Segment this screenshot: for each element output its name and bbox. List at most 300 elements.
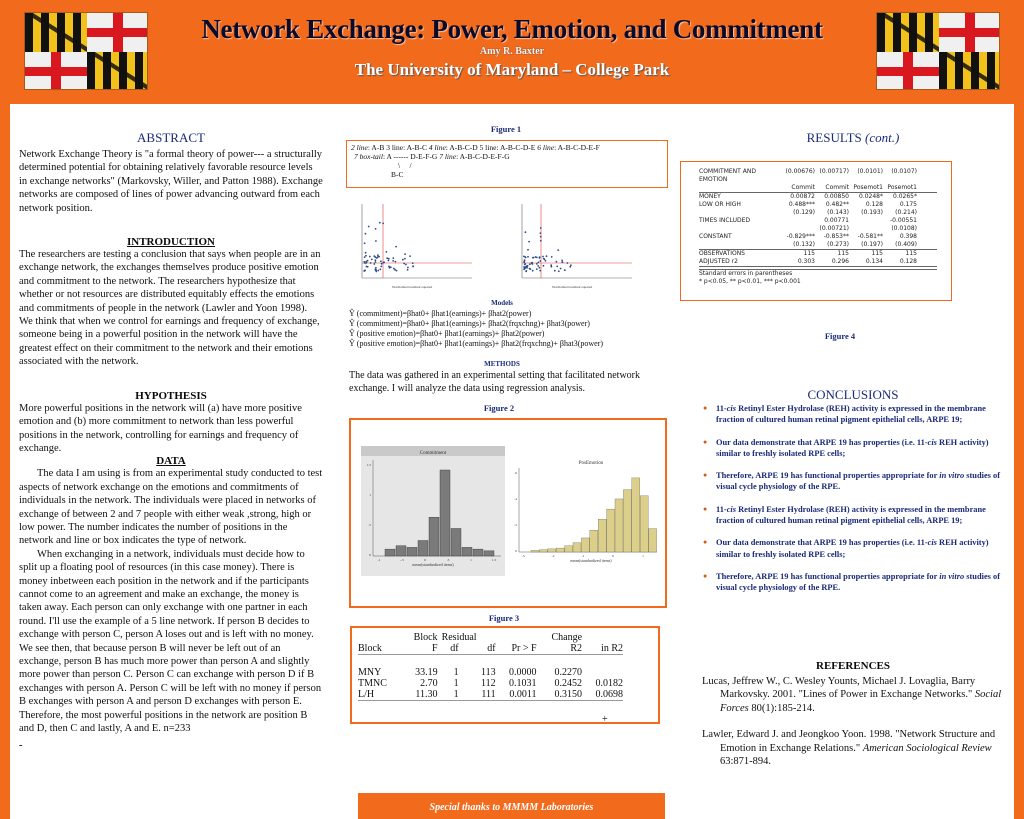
anova-h1-c0 [358,632,402,643]
scatter-point [526,267,528,269]
regression-cell: 0.296 [831,258,849,265]
anova-row [358,678,623,689]
scatter-right-xlabel: Normalized residual squared [552,285,593,289]
histogram-bar [615,499,623,552]
figure1-boxtail-text: : A ------ D-E-F-G [382,152,440,161]
tick-label: 0 [424,558,426,562]
hist-left-xlabel: mean(standardized items) [412,562,454,567]
scatter-point [364,256,366,258]
introduction-heading: INTRODUCTION [126,236,215,249]
scatter-point [525,231,527,233]
scatter-point [532,263,534,265]
model-line-3: Ŷ (positive emotion)=βhat0+ βhat1(earnings)+ βhat2(power) [349,329,545,338]
regression-cell [699,184,781,192]
regression-cell: 0.0265* [893,193,917,200]
scatter-point [369,256,371,258]
scatter-point [539,270,541,272]
conclusion-item: ● Therefore, ARPE 19 has functional properties appropriate for in vitro studies of visual cycle physiology of the RPE. [700,470,1004,493]
tick-label: 1 [642,554,644,558]
data-paragraph-2: When exchanging in a network, individuals must decide how to split up a floating pool of resources (in this case money). There is money inbetween each position in the network and if the participants cannot come to an agreement and make an exchange, the money is taken away. Each person can only exchange with one partner in each round. I'll use the example of a 5 line network. If person B decides to exchange with person C, person A loses out and is left with no money. We see then, that because person B will never be left out of an exchange, person B has much more power than person A and slightly more power than person C. Person C can exchange with person D if B exchanges with person A. Person C will be left with no money if person B exchanges with person A and person D exchanges with person E. Therefore, the most powerful positions in the network are position B and D, then C and lastly, A and E. n=233 [19,548,322,735]
scatter-point [525,257,527,259]
scatter-point [388,258,390,260]
scatter-point [365,233,367,235]
anova-h1-c2: Residual [441,632,477,643]
scatter-point [404,253,406,255]
conclusions-list [700,403,1004,605]
abstract-heading: ABSTRACT [137,130,205,145]
methods-heading: METHODS [484,360,520,368]
maryland-flag-icon [24,12,148,90]
regression-cell: (0.129) [793,209,815,216]
scatter-point [557,249,559,251]
anova-cell: 112 [480,677,496,689]
scatter-point [380,260,382,262]
scatter-point [405,264,407,266]
scatter-point [527,249,529,251]
histogram-bar [590,530,598,552]
anova-row [358,667,623,678]
references-heading: REFERENCES [816,660,890,672]
tick-label: .5 [368,523,371,527]
model-line-4: Ŷ (positive emotion)=βhat0+ βhat1(earnings)+ βhat2(frqxchng)+ βhat3(power) [349,339,604,348]
figure4-title: Figure 4 [824,331,856,341]
regression-cell: CONSTANT [699,233,732,240]
scatter-point [363,261,365,263]
frame-left [0,104,10,819]
histogram-bar [573,543,581,552]
scatter-point [403,263,405,265]
tick-label: -2 [551,554,555,558]
anova-cell: 0.3150 [554,688,583,700]
anova-cell: 0.0182 [595,677,623,689]
regression-row [699,233,937,241]
regression-cell [781,217,815,225]
poster-header [0,0,1024,104]
regression-note-1: Standard errors in parentheses [699,269,937,278]
scatter-point [569,266,571,268]
scatter-point [523,262,525,264]
histogram-bar [623,490,631,552]
scatter-point [402,259,404,261]
regression-cell: (0.00676) [785,168,815,175]
results-title-cont: (cont.) [865,130,900,145]
scatter-point [382,223,384,225]
scatter-point [529,263,531,265]
regression-cell: Posemot1 [887,184,917,191]
scatter-point [412,262,414,264]
scatter-point [539,256,541,258]
regression-cell: 0.175 [899,201,917,208]
regression-table [699,168,937,267]
anova-cell: 0.2452 [554,677,583,689]
scatter-point [375,228,377,230]
histogram-bar [385,549,395,556]
histogram-bar [632,478,640,552]
scatter-point [537,262,539,264]
scatter-point [375,267,377,269]
regression-cell: -0.853** [823,233,849,240]
tick-label: .2 [514,523,517,527]
hist-left-title: Commitment [419,451,447,456]
scatter-point [364,270,366,272]
regression-row [699,225,937,233]
scatter-point [540,236,542,238]
scatter-point [554,270,556,272]
scatter-plot-right [512,200,637,292]
scatter-point [392,257,394,259]
figure1-4line-text: : A-B-C-D 5 line: A-B-C-D-E [445,143,538,152]
anova-cell: 113 [480,666,496,678]
regression-cell: (0.214) [895,209,917,216]
figure1-line3: \ / [398,161,412,170]
histogram-bar [581,538,589,552]
scatter-point [561,260,563,262]
figure3-title: Figure 3 [488,613,520,623]
hist-right-xlabel: mean(standardized items) [570,558,612,563]
figure1-6line-text: : A-B-C-D-E-F [554,143,600,152]
anova-cell: 0.0698 [595,688,623,700]
scatter-point [524,263,526,265]
scatter-point [375,259,377,261]
histogram-bar [649,529,657,552]
regression-cell: (0.0108) [891,225,917,232]
regression-cell: 0.0248* [859,193,883,200]
scatter-point [370,262,372,264]
anova-cell: 111 [481,688,496,700]
references-list [702,675,1004,768]
scatter-point [407,267,409,269]
regression-cell: 0.303 [797,258,815,265]
anova-cell: TMNC [358,677,387,689]
anova-row [358,689,623,701]
scatter-point [366,266,368,268]
scatter-point [364,242,366,244]
tick-label: -1 [581,554,585,558]
tick-label: -3 [521,554,525,558]
scatter-point [567,262,569,264]
models-list [349,309,655,349]
anova-cell: 11.30 [415,688,438,700]
scatter-point [375,240,377,242]
left-column [19,130,323,753]
scatter-point [383,261,385,263]
scatter-point [556,266,558,268]
regression-cell [849,217,883,225]
regression-cell: (0.0101) [857,168,883,175]
conclusions-heading: CONCLUSIONS [807,387,899,402]
histogram-bar [407,547,417,556]
scatter-point [524,259,526,261]
anova-header-row-2 [358,643,623,655]
model-line-1: Ŷ (commitment)=βhat0+ βhat1(earnings)+ βhat2(power) [349,309,532,318]
scatter-point [377,270,379,272]
university-name: The University of Maryland – College Park [354,60,670,79]
anova-table [358,632,623,701]
hist-right-title: PosEmotion [578,461,604,466]
regression-cell: 0.00850 [824,193,849,200]
regression-cell: (0.00717) [819,168,849,175]
histogram-bar [418,541,428,556]
scatter-point [539,267,541,269]
scatter-point [540,227,542,229]
anova-header-row-1 [358,632,623,643]
anova-cell: 1 [453,677,459,689]
anova-h1-c6 [582,632,623,643]
scatter-point [542,256,544,258]
results-title: RESULTS [806,130,862,145]
scatter-point [395,246,397,248]
scatter-point [535,256,537,258]
regression-cell: Commit [791,184,815,191]
scatter-left-xlabel: Normalized residual squared [392,285,433,289]
scatter-point [532,270,534,272]
scatter-point [375,269,377,271]
regression-cell: 0.00872 [790,193,815,200]
anova-cell: MNY [358,666,382,678]
regression-cell: 0.482** [825,201,849,208]
scatter-point [371,259,373,261]
scatter-point [386,257,388,259]
scatter-point [543,258,545,260]
scatter-point [396,270,398,272]
scatter-point [532,257,534,259]
histogram-bar [556,548,564,552]
histogram-bar [484,551,494,556]
scatter-point [365,252,367,254]
model-line-2: Ŷ (commitment)=βhat0+ βhat1(earnings)+ βhat2(frqxchng)+ βhat3(power) [349,319,590,328]
scatter-point [386,251,388,253]
footer-banner: Special thanks to MMMM Laboratories [358,793,665,819]
regression-cell: (0.132) [793,241,815,248]
scatter-point [392,260,394,262]
conclusion-item: ● Our data demonstrate that ARPE 19 has properties (i.e. 11-cis REH activity) similar to freshly isolated RPE cells; [700,537,1004,560]
scatter-point [551,256,553,258]
anova-h2-pr: Pr > F [511,643,537,654]
anova-h2-r2: R2 [570,643,583,654]
scatter-point [365,255,367,257]
tick-label: 0 [612,554,614,558]
scatter-point [564,269,566,271]
regression-cell: 0.398 [899,233,917,240]
histogram-bar [429,517,439,556]
regression-cell [849,225,883,233]
figure2-histograms [351,420,665,606]
scatter-point [380,266,382,268]
histogram-bar [440,470,450,556]
regression-row [699,241,937,250]
scatter-point [393,268,395,270]
maryland-flag-icon [876,12,1000,90]
scatter-point [551,266,553,268]
anova-plus: + [602,714,608,725]
regression-row [699,258,937,267]
figure1-6line-label: 6 line [537,143,555,152]
regression-row [699,168,937,184]
tick-label: 1.5 [491,558,497,562]
tick-label: -.5 [400,558,404,562]
anova-h2-df: df [450,643,459,654]
anova-cell: 1 [453,688,459,700]
scatter-plot-left [352,200,477,292]
figure1-line1 [351,143,663,152]
regression-row [699,184,937,193]
anova-h2-block: Block [358,643,382,654]
scatter-point [381,263,383,265]
tick-label: 0 [515,549,517,553]
scatter-point [545,260,547,262]
results-heading [700,130,1006,146]
scatter-point [527,256,529,258]
hypothesis-text: More powerful positions in the network will (a) have more positive emotion and (b) more commitment to network than less powerful positions in the network, controlling for earnings and frequency of exchange. [19,402,302,454]
regression-cell: (0.00721) [819,225,849,232]
histogram-bar [451,528,461,556]
tick-label: 1.5 [366,463,371,467]
scatter-point [540,232,542,234]
scatter-point [536,263,538,265]
anova-cell: 1 [453,666,459,678]
scatter-point [543,265,545,267]
scatter-point [375,256,377,258]
scatter-point [527,265,529,267]
scatter-point [379,268,381,270]
regression-cell [699,225,781,233]
figure1-2line-text: : A-B 3 line: A-B-C [367,143,429,152]
scatter-point [556,261,558,263]
regression-row [699,217,937,225]
scatter-point [377,254,379,256]
figure1-7line-label: 7 line [439,152,457,161]
author-name: Amy R. Baxter [479,46,545,57]
regression-cell [781,225,815,233]
regression-cell: 0.00771 [824,217,849,224]
results-table-box [680,161,952,301]
histogram-bar [598,519,606,552]
histogram-bar [531,550,539,552]
anova-cell: 33.19 [415,666,438,678]
figure1-boxtail-label: 7 box-tail [354,152,383,161]
regression-cell: Posemot1 [853,184,883,191]
regression-cell: LOW OR HIGH [699,201,741,208]
scatter-point [539,260,541,262]
scatter-point [409,255,411,257]
histogram-bar [462,547,472,556]
scatter-right-svg [512,200,637,292]
conclusion-item: ● Our data demonstrate that ARPE 19 has properties (i.e. 11-cis REH activity) similar to freshly isolated RPE cells; [700,437,1004,460]
poster-title: Network Exchange: Power, Emotion, and Commitment [201,14,823,44]
scatter-point [560,268,562,270]
figure2-title: Figure 2 [483,403,515,413]
figure1-line2 [351,152,663,161]
anova-h2-resdf: df [487,643,496,654]
scatter-point [536,268,538,270]
figure3-box [350,626,660,724]
regression-row [699,250,937,258]
scatter-point [379,222,381,224]
scatter-point [395,261,397,263]
scatter-point [523,268,525,270]
tick-label: .6 [514,471,517,475]
methods-text: The data was gathered in an experimental setting that facilitated network exchange. I will analyze the data using regression analysis. [349,370,640,394]
regression-cell: 115 [837,250,849,257]
regression-note-2: * p<0.05, ** p<0.01, *** p<0.001 [699,278,801,285]
tick-label: 1 [369,493,371,497]
scatter-point [561,261,563,263]
regression-cell [699,241,781,249]
regression-cell: (0.409) [895,241,917,248]
conclusion-item: ● 11-cis Retinyl Ester Hydrolase (REH) activity is expressed in the membrane fraction of cultured human retinal pigment epithelial cells, ARPE 19; [700,504,1004,527]
tick-label: .5 [446,558,450,562]
data-heading: DATA [156,455,186,468]
regression-cell: MONEY [699,193,721,200]
scatter-point [365,261,367,263]
figure1-4line-label: 4 line [428,143,446,152]
scatter-point [368,226,370,228]
data-paragraph-1: The data I am using is from an experimental study conducted to test aspects of network exchange on the emotions and commitments of individuals in the network. The individuals were placed in networks of exchange of between 2 and 7 people with either weak ,strong, high or low power. The number indicates the number of positions in the network and line or box indicates the type of network. [19,468,323,547]
regression-cell: COMMITMENT AND EMOTION [699,168,756,183]
scatter-point [523,266,525,268]
abstract-text: Network Exchange Theory is "a formal theory of power--- a structurally determined potential for obtaining relatively favorable resource levels in exchange networks" (Markovsky, Willer, and Patton 1988). Exchange networks are composed of lines of power advancing outward from each network position. [19,149,323,214]
regression-cell: 0.128 [899,258,917,265]
trailing-dash: - [19,740,23,752]
histogram-bar [548,549,556,552]
histogram-bar [539,550,547,552]
regression-cell: -0.829*** [786,233,815,240]
scatter-point [540,240,542,242]
anova-cell: 0.0011 [509,688,537,700]
anova-h2-f: F [432,643,438,654]
anova-cell: 0.0000 [509,666,537,678]
regression-row [699,193,937,201]
anova-h1-c5: Change [551,632,583,643]
regression-row [699,201,937,209]
regression-cell: 115 [905,250,917,257]
anova-h1-c3 [496,632,537,643]
scatter-point [558,270,560,272]
anova-cell: 0.1031 [509,677,537,689]
figure1-7line-text: : A-B-C-D-E-F-G [456,152,510,161]
scatter-point [546,255,548,257]
regression-cell: -0.581** [857,233,883,240]
anova-h2-change: in R2 [601,643,623,654]
scatter-point [528,241,530,243]
introduction-text: The researchers are testing a conclusion that says when people are in an exchange network, the exchanges themselves produce positive emotion and commitment to the network. The researchers hypothesize that whether or not resources are distributed equitably effects the emotions and commitments of people in the network (Lawler and Yoon 1998). We think that when we control for earnings and frequency of exchange, someone being in a powerful position in the network will have the greatest effect on their commitment to the network and their emotions associated with the network. [19,249,321,368]
scatter-point [390,266,392,268]
histogram-bar [565,546,573,552]
regression-cell: 0.488*** [788,201,815,208]
reference-item: Lucas, Jeffrew W., C. Wesley Younts, Michael J. Lovaglia, Barry Markovsky. 2001. "Lines of Power in Exchange Networks." Social Forces 80(1):185-214. [702,676,1002,714]
figure1-2line-label: 2 line [351,143,368,152]
regression-cell: TIMES INCLUDED [699,217,751,224]
scatter-point [537,265,539,267]
scatter-point [375,261,377,263]
histogram-bar [607,509,615,552]
scatter-point [378,256,380,258]
figure1-box [346,140,668,188]
tick-label: 0 [369,553,371,557]
tick-label: -1 [377,558,381,562]
scatter-left-svg [352,200,477,292]
regression-cell: (0.197) [861,241,883,248]
histogram-bar [473,549,483,556]
regression-cell: ADJUSTED r2 [699,258,738,265]
scatter-point [412,266,414,268]
regression-cell: (0.273) [827,241,849,248]
figure1-title: Figure 1 [490,124,522,134]
scatter-point [407,269,409,271]
regression-cell: 115 [871,250,883,257]
histogram-bar [396,546,406,556]
anova-cell [582,667,623,678]
